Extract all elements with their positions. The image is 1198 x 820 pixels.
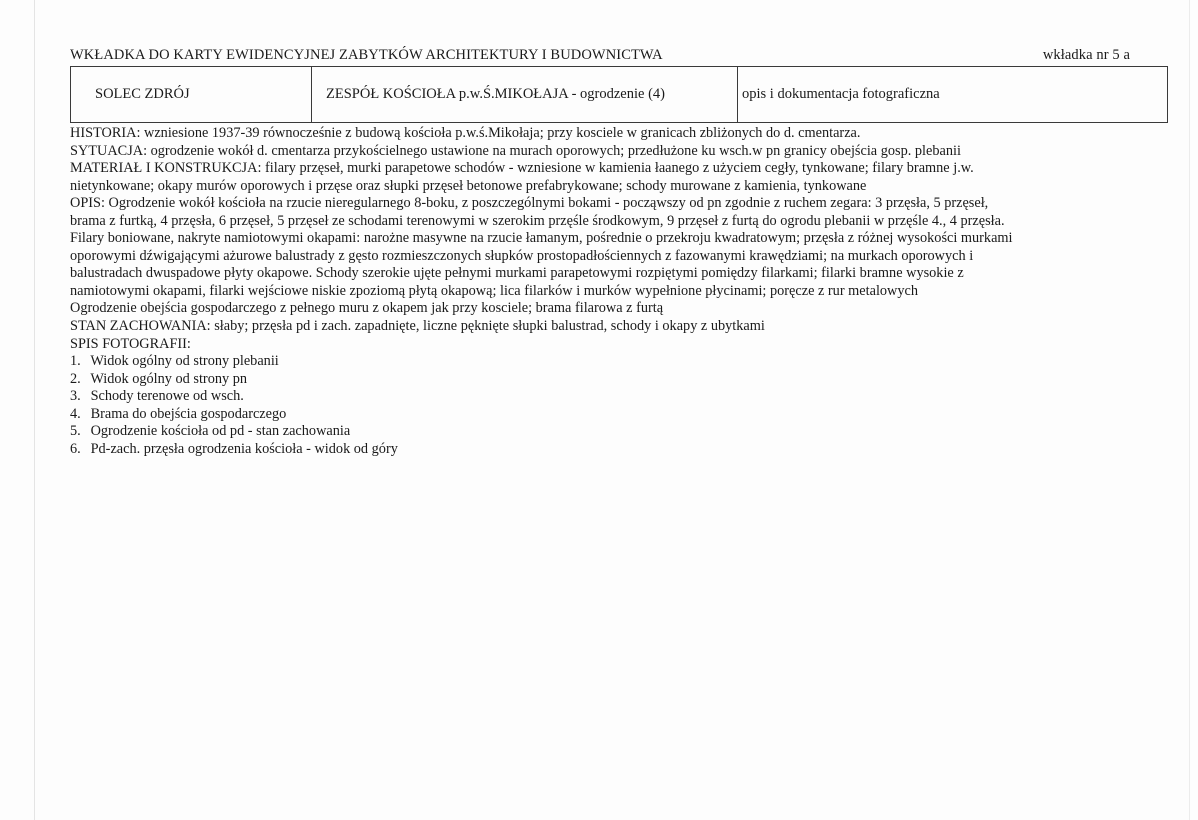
- condition-line: STAN ZACHOWANIA: słaby; przęsła pd i zach. zapadnięte, liczne pęknięte słupki balustrad, schody i okapy z ubytkami: [70, 318, 765, 335]
- document-title: WKŁADKA DO KARTY EWIDENCYJNEJ ZABYTKÓW ARCHITEKTURY I BUDOWNICTWA: [70, 47, 663, 63]
- photo-list-item: 2. Widok ogólny od strony pn: [70, 370, 248, 387]
- description-line: balustradach dwuspadowe płyty okapowe. Schody szerokie ujęte pełnymi murkami parapetowymi rozpiętymi pomiędzy filarkami; filarki bramne wysokie z: [70, 265, 964, 282]
- photo-list-item: 1. Widok ogólny od strony plebanii: [70, 353, 279, 370]
- photo-list: [70, 353, 1170, 458]
- description-line: namiotowymi okapami, filarki wejściowe niskie zpoziomą płytą okapową; lica filarków i murków wypełnione płycinami; poręcze z rur metalowych: [70, 282, 919, 299]
- material-line: MATERIAŁ I KONSTRUKCJA: filary przęseł, murki parapetowe schodów - wzniesione w kamienia łaanego z użyciem cegły, tynkowane; filary bramne j.w.: [70, 160, 974, 177]
- history-line: HISTORIA: wzniesione 1937-39 równocześnie z budową kościoła p.w.ś.Mikołaja; przy kosciele w granicach zbliżonych do d. cmentarza.: [70, 125, 861, 141]
- page-edge-left: [34, 0, 35, 820]
- situation-line: SYTUACJA: ogrodzenie wokół d. cmentarza przykościelnego ustawione na murach oporowych; przedłużone ku wsch.w pn granicy obejścia gosp. plebanii: [70, 142, 961, 159]
- description-body: [70, 125, 1170, 458]
- identification-table: [70, 66, 1168, 123]
- content-cell: opis i dokumentacja fotograficzna: [742, 86, 940, 102]
- insert-number: wkładka nr 5 a: [1042, 47, 1130, 63]
- description-line: Ogrodzenie obejścia gospodarczego z pełnego muru z okapem jak przy kosciele; brama filarowa z furtą: [70, 300, 664, 317]
- photo-list-item: 4. Brama do obejścia gospodarczego: [70, 405, 287, 422]
- locality-cell: SOLEC ZDRÓJ: [71, 67, 312, 122]
- description-line: Filary boniowane, nakryte namiotowymi okapami: narożne masywne na rzucie łamanym, pośrednie o przekroju kwadratowym; przęsła z różnej wysokości murkami: [70, 230, 1013, 247]
- page-edge-right: [1189, 0, 1190, 820]
- photo-list-item: 5. Ogrodzenie kościoła od pd - stan zachowania: [70, 423, 351, 440]
- description-line: brama z furtką, 4 przęsła, 6 przęseł, 5 przęseł ze schodami terenowymi w szerokim przęśle środkowym, 9 przęseł z furtą do ogrodu plebanii w przęśle 4., 4 przęsła.: [70, 212, 1005, 229]
- material-line-cont: nietynkowane; okapy murów oporowych i przęse oraz słupki przęseł betonowe prefabrykowane; schody murowane z kamienia, tynkowane: [70, 177, 867, 194]
- photo-list-heading: SPIS FOTOGRAFII:: [70, 335, 191, 352]
- photo-list-item: 3. Schody terenowe od wsch.: [70, 388, 244, 405]
- photo-list-item: 6. Pd-zach. przęsła ogrodzenia kościoła - widok od góry: [70, 440, 398, 457]
- description-line: oporowymi dźwigającymi ażurowe balustrady z gęsto rozmieszczonych słupków prostopadłościennych z fazowanymi krawędziami; na murkach oporowych i: [70, 247, 974, 264]
- description-line: OPIS: Ogrodzenie wokół kościoła na rzucie nieregularnego 8-boku, z poszczególnymi bokami - począwszy od pn zgodnie z ruchem zegara: 3 przęsła, 5 przęseł,: [70, 195, 989, 212]
- object-cell: ZESPÓŁ KOŚCIOŁA p.w.Ś.MIKOŁAJA - ogrodzenie (4): [312, 67, 738, 122]
